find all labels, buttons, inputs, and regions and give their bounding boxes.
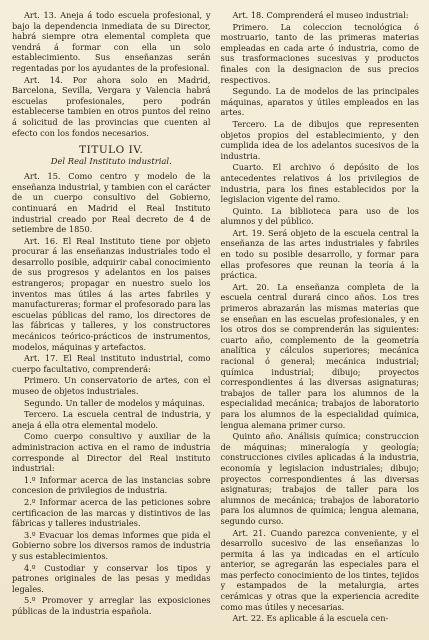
article-16: Art. 16. El Real Instituto tiene por objeto procurar á las enseñanzas industriales todo el desarrollo posible, adquirir cabal conocimiento de sus progresos y adelantos en los paises estrangeros; propagar en nuestro suelo los inventos mas útiles á las artes fabriles y manufactureras; formar el profesorado para las escuelas públicas del ramo, los directores de las fábricas y talleres, y los constructores mecánicos teórico-prácticos de instrumentos, modelos, máquinas y artefactos. (12, 235, 211, 352)
article-19: Art. 19. Será objeto de la escuela central la enseñanza de las artes industriales y fabriles en todo su posible desarrollo, y formar para ellas profesores que reunan la teoría á la práctica. (220, 227, 419, 281)
title-iv-block (12, 144, 211, 167)
duty-2: 2.º Informar acerca de las peticiones sobre certificacion de las marcas y distintivos de las fábricas y talleres industriales. (12, 496, 211, 529)
left-column (12, 10, 211, 634)
article-18-item-5: Quinto. La biblioteca para uso de los alumnos y del público. (220, 205, 419, 227)
article-17: Art. 17. El Real instituto industrial, como cuerpo facultativo, comprenderá: (12, 353, 211, 374)
duty-3: 3.º Evacuar los demas informes que pida el Gobierno sobre los diversos ramos de industria y sus establecimientos. (12, 529, 211, 561)
article-17-item-3: Tercero. La escuela central de industria, y aneja á ella otra elemental modelo. (12, 409, 211, 430)
article-20: Art. 20. La enseñanza completa de la escuela central durará cinco años. Los tres primeros abrazarán las mismas materias que se enseñan en las escuelas profesionales, y en los otros dos se comprenderán las siguientes: cuarto año, complemento de la geometría analítica y cálculos superiores; mecánica racional ó general; mecánica industrial; química industrial; dibujo; proyectos correspondientes á las diversas asignaturas; trabajos de taller para los alumnos de la especialidad mecánica; trabajos de laboratorio para los alumnos de la especialidad química, lengua alemana primer curso. (220, 281, 419, 430)
article-18: Art. 18. Comprenderá el museo industrial: (232, 10, 409, 20)
article-18-item-4: Cuarto. El archivo ó depósito de los antecedentes relativos á los privilegios de industria, para los fines establecidos por la legislacion vigente del ramo. (220, 162, 419, 205)
duty-4: 4.º Custodiar y conservar los tipos y patrones originales de las pesas y medidas legales. (12, 562, 211, 594)
duty-1: 1.º Informar acerca de las instancias sobre concesion de privilegios de industria. (12, 474, 211, 496)
article-13: Art. 13. Aneja á todo escuela profesional, y bajo la dependencia inmediata de su Director, habrá siempre otra elemental completa que vendrá á formar con ella un solo establecimiento. Sus enseñanzas serán regentadas por los ayudantes de la profesional. (12, 10, 211, 73)
title-heading: TITULO IV. (79, 144, 144, 157)
two-column-body (12, 10, 419, 634)
title-subheading: Del Real Instituto industrial. (50, 156, 172, 167)
article-17-item-2: Segundo. Un taller de modelos y máquinas. (24, 397, 205, 408)
article-22: Art. 22. Es aplicable á la escuela cen- (232, 613, 389, 624)
duty-5: 5.º Promover y arreglar las exposiciones públicas de la industria española. (12, 595, 211, 616)
article-21: Art. 21. Cuando parezca conveniente, y el desarrollo sucesivo de las enseñanzas lo permita á las ya indicadas en el artículo anterior, se agregarán las especiales para el mas perfecto conocimiento de los tintes, tejidos y estampados de la metalurgia, artes cerámicas y otras que la experiencia acredite como mas útiles y necesarias. (220, 527, 419, 612)
article-18-item-2: Segundo. La de modelos de las principales máquinas, aparatos y útiles empleados en las artes. (220, 86, 419, 118)
article-18-item-3: Tercero. La de dibujos que representen objetos propios del establecimiento, y den cumplida idea de los adelantos sucesivos de la industria. (220, 118, 419, 161)
right-column (221, 10, 420, 634)
article-18-item-1: Primero. La coleccion tecnológica ó mostruario, tanto de las primeras materias empleadas en cada arte ó industria, como de sus trasformaciones sucesivas y productos finales con la designacion de sus precios respectivos. (220, 21, 419, 85)
article-14: Art. 14. Por ahora solo en Madrid, Barcelona, Sevilla, Vergara y Valencia habrá escuelas profesionales, pero podrán establecerse tambien en otros puntos del reino á solicitud de las provincias que cuenten al efecto con los fondos necesarios. (12, 74, 211, 138)
article-20-fifth-year: Quinto año. Análisis química; construccion de máquinas; mineralogía y geología; construcciones civiles aplicadas á la industria, economía y legislacion industriales; dibujo; proyectos correspondientes á las diversas asignaturas; trabajos de taller para los alumnos de mecánica; trabajos de laboratorio para los alumnos de química; lengua alemana, segundo curso. (220, 431, 419, 526)
consultative-intro: Como cuerpo consultivo y auxiliar de la administracion activa en el ramo de industria corresponde al Director del Real instituto industrial: (12, 431, 211, 474)
article-17-item-1: Primero. Un conservatorio de artes, con el museo de objetos industriales. (12, 375, 211, 396)
article-15: Art. 15. Como centro y modelo de la enseñanza industrial, y tambien con el carácter de un cuerpo consultivo del Gobierno, continuará en Madrid el Real Instituto industrial creado por Real decreto de 4 de setiembre de 1850. (12, 171, 211, 235)
